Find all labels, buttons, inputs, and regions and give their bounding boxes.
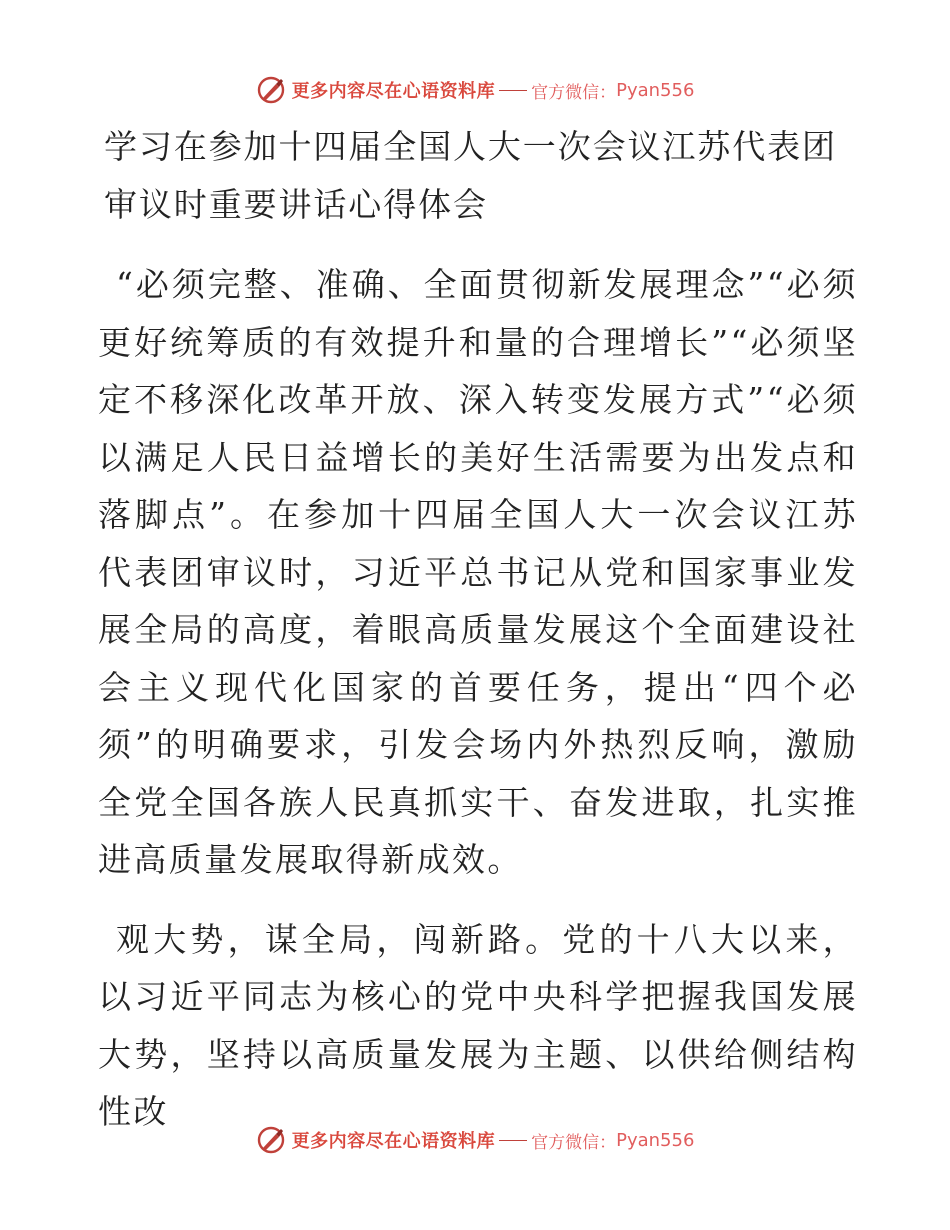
banner-wechat-id: Pyan556	[616, 1129, 695, 1151]
banner-title: 更多内容尽在心语资料库	[291, 1131, 496, 1152]
quill-logo-icon	[256, 75, 286, 105]
banner-title: 更多内容尽在心语资料库	[291, 81, 496, 102]
banner-wechat-label: 官方微信：	[531, 82, 617, 103]
document-title: 学习在参加十四届全国人大一次会议江苏代表团审议时重要讲话心得体会	[104, 127, 837, 224]
document-body	[98, 118, 858, 1163]
banner-divider	[499, 90, 527, 91]
banner-wechat-label: 官方微信：	[531, 1132, 617, 1153]
header-banner	[0, 70, 950, 110]
footer-banner	[0, 1120, 950, 1160]
banner-divider	[499, 1140, 527, 1141]
paragraph-1: “必须完整、准确、全面贯彻新发展理念”“必须更好统筹质的有效提升和量的合理增长”“必须坚定不移深化改革开放、深入转变发展方式”“必须以满足人民日益增长的美好生活需要为出发点和落脚点”。在参加十四届全国人大一次会议江苏代表团审议时，习近平总书记从党和国家事业发展全局的高度，着眼高质量发展这个全面建设社会主义现代化国家的首要任务，提出“四个必须”的明确要求，引发会场内外热烈反响，激励全党全国各族人民真抓实干、奋发进取，扎实推进高质量发展取得新成效。	[98, 265, 858, 879]
paragraph-2: 观大势，谋全局，闯新路。党的十八大以来，以习近平同志为核心的党中央科学把握我国发展大势，坚持以高质量发展为主题、以供给侧结构性改	[98, 919, 858, 1131]
quill-logo-icon	[256, 1125, 286, 1155]
banner-wechat-id: Pyan556	[616, 79, 695, 101]
